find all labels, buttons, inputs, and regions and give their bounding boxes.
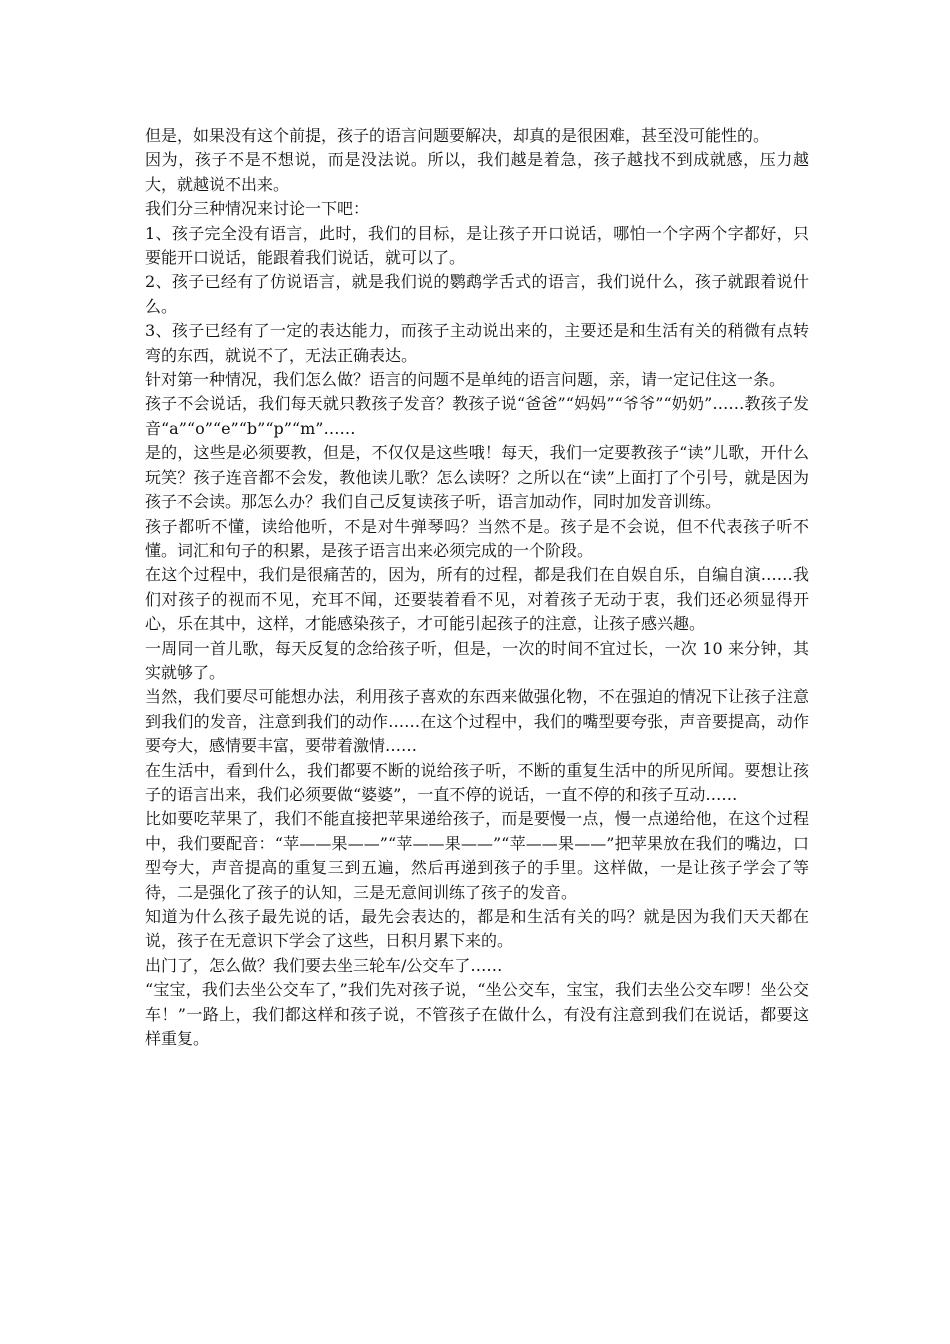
paragraph: 1、孩子完全没有语言，此时，我们的目标，是让孩子开口说话，哪怕一个字两个字都好，只要能开口说话，能跟着我们说话，就可以了。 bbox=[145, 223, 809, 268]
paragraph: 3、孩子已经有了一定的表达能力，而孩子主动说出来的，主要还是和生活有关的稍微有点转弯的东西，就说不了，无法正确表达。 bbox=[145, 321, 809, 365]
paragraph: 出门了，怎么做？我们要去坐三轮车/公交车了…… bbox=[145, 955, 503, 975]
paragraph: 因为，孩子不是不想说，而是没法说。所以，我们越是着急，孩子越找不到成就感，压力越大，就越说不出来。 bbox=[145, 150, 809, 194]
paragraph: 孩子不会说话，我们每天就只教孩子发音？教孩子说“爸爸”“妈妈”“爷爷”“奶奶”……教孩子发音“a”“o”“e”“b”“p”“m”…… bbox=[145, 394, 809, 438]
paragraph: “宝宝，我们去坐公交车了，”我们先对孩子说，“坐公交车，宝宝，我们去坐公交车啰！坐公交车！”一路上，我们都这样和孩子说，不管孩子在做什么，有没有注意到我们在说话，都要这样重复。 bbox=[145, 980, 809, 1049]
document-body bbox=[145, 124, 809, 1051]
paragraph: 一周同一首儿歌，每天反复的念给孩子听，但是，一次的时间不宜过长，一次 10 来分钟，其实就够了。 bbox=[145, 638, 809, 682]
paragraph: 知道为什么孩子最先说的话，最先会表达的，都是和生活有关的吗？就是因为我们天天都在说，孩子在无意识下学会了这些，日积月累下来的。 bbox=[145, 907, 809, 951]
paragraph: 在生活中，看到什么，我们都要不断的说给孩子听，不断的重复生活中的所见所闻。要想让孩子的语言出来，我们必须要做“婆婆”，一直不停的说话，一直不停的和孩子互动…… bbox=[145, 760, 809, 804]
paragraph: 针对第一种情况，我们怎么做？语言的问题不是单纯的语言问题，亲，请一定记住这一条。 bbox=[145, 370, 786, 390]
paragraph: 但是，如果没有这个前提，孩子的语言问题要解决，却真的是很困难，甚至没可能性的。 bbox=[145, 126, 770, 145]
paragraph: 我们分三种情况来讨论一下吧： bbox=[145, 199, 370, 219]
paragraph: 2、孩子已经有了仿说语言，就是我们说的鹦鹉学舌式的语言，我们说什么，孩子就跟着说什么。 bbox=[145, 272, 809, 316]
paragraph: 孩子都听不懂，读给他听，不是对牛弹琴吗？当然不是。孩子是不会说，但不代表孩子听不懂。词汇和句子的积累，是孩子语言出来必须完成的一个阶段。 bbox=[145, 516, 809, 560]
paragraph: 在这个过程中，我们是很痛苦的，因为，所有的过程，都是我们在自娱自乐，自编自演……我们对孩子的视而不见，充耳不闻，还要装着看不见，对着孩子无动于衷，我们还必须显得开心，乐在其中，这样，才能感染孩子，才可能引起孩子的注意，让孩子感兴趣。 bbox=[145, 565, 809, 634]
paragraph: 比如要吃苹果了，我们不能直接把苹果递给孩子，而是要慢一点，慢一点递给他，在这个过程中，我们要配音：“苹——果——”“苹——果——”“苹——果——”把苹果放在我们的嘴边，口型夸大，声音提高的重复三到五遍，然后再递到孩子的手里。这样做，一是让孩子学会了等待，二是强化了孩子的认知，三是无意间训练了孩子的发音。 bbox=[145, 809, 809, 902]
paragraph: 当然，我们要尽可能想办法，利用孩子喜欢的东西来做强化物，不在强迫的情况下让孩子注意到我们的发音，注意到我们的动作……在这个过程中，我们的嘴型要夸张，声音要提高，动作要夸大，感情要丰富，要带着激情…… bbox=[145, 687, 809, 756]
paragraph: 是的，这些是必须要教，但是，不仅仅是这些哦！每天，我们一定要教孩子“读”儿歌，开什么玩笑？孩子连音都不会发，教他读儿歌？怎么读呀？之所以在“读”上面打了个引号，就是因为孩子不会读。那怎么办？我们自己反复读孩子听，语言加动作，同时加发音训练。 bbox=[145, 443, 809, 512]
